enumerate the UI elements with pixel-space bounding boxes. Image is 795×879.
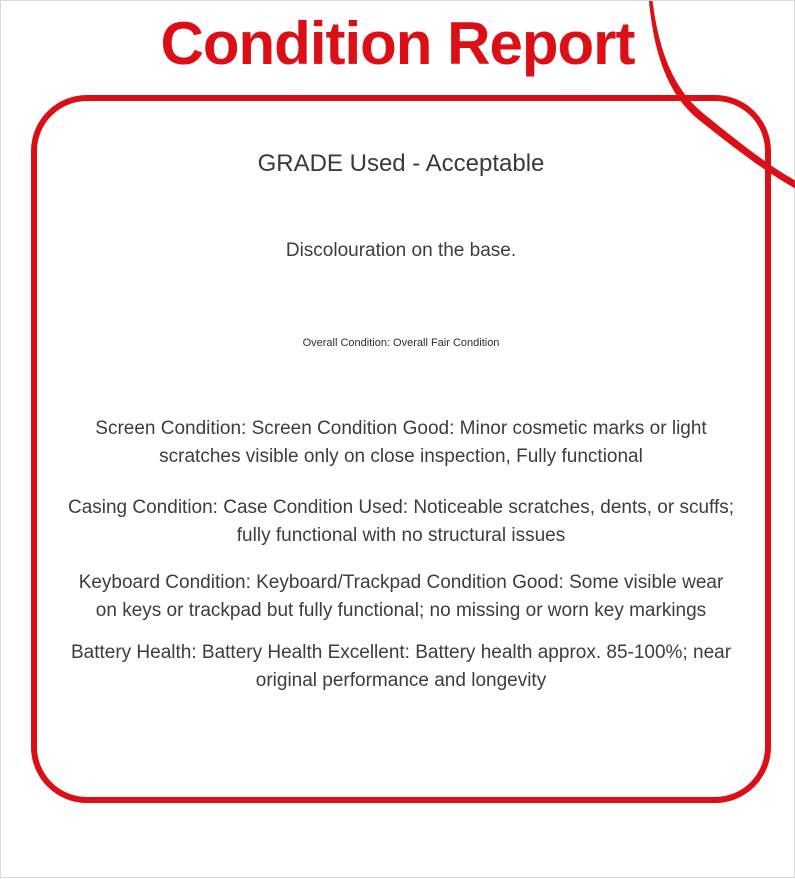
- page-title: Condition Report: [160, 10, 635, 77]
- detail-screen-condition: Screen Condition: Screen Condition Good: Minor cosmetic marks or light scratches visible only on close inspection, Fully functional: [95, 418, 707, 467]
- grade-heading: GRADE Used - Acceptable: [257, 150, 545, 177]
- overall-condition-text: Overall Condition: Overall Fair Condition: [302, 337, 500, 349]
- report-border-box: [31, 95, 771, 803]
- condition-summary-text: Discolouration on the base.: [285, 240, 517, 261]
- detail-keyboard-condition: Keyboard Condition: Keyboard/Trackpad Condition Good: Some visible wear on keys or trackpad but fully functional; no missing or worn key markings: [78, 572, 724, 621]
- detail-battery-health: Battery Health: Battery Health Excellent: Battery health approx. 85-100%; near original performance and longevity: [70, 642, 732, 691]
- report-content: [37, 149, 765, 845]
- detail-casing-condition: Casing Condition: Case Condition Used: Noticeable scratches, dents, or scuffs; fully functional with no structural issues: [67, 497, 735, 546]
